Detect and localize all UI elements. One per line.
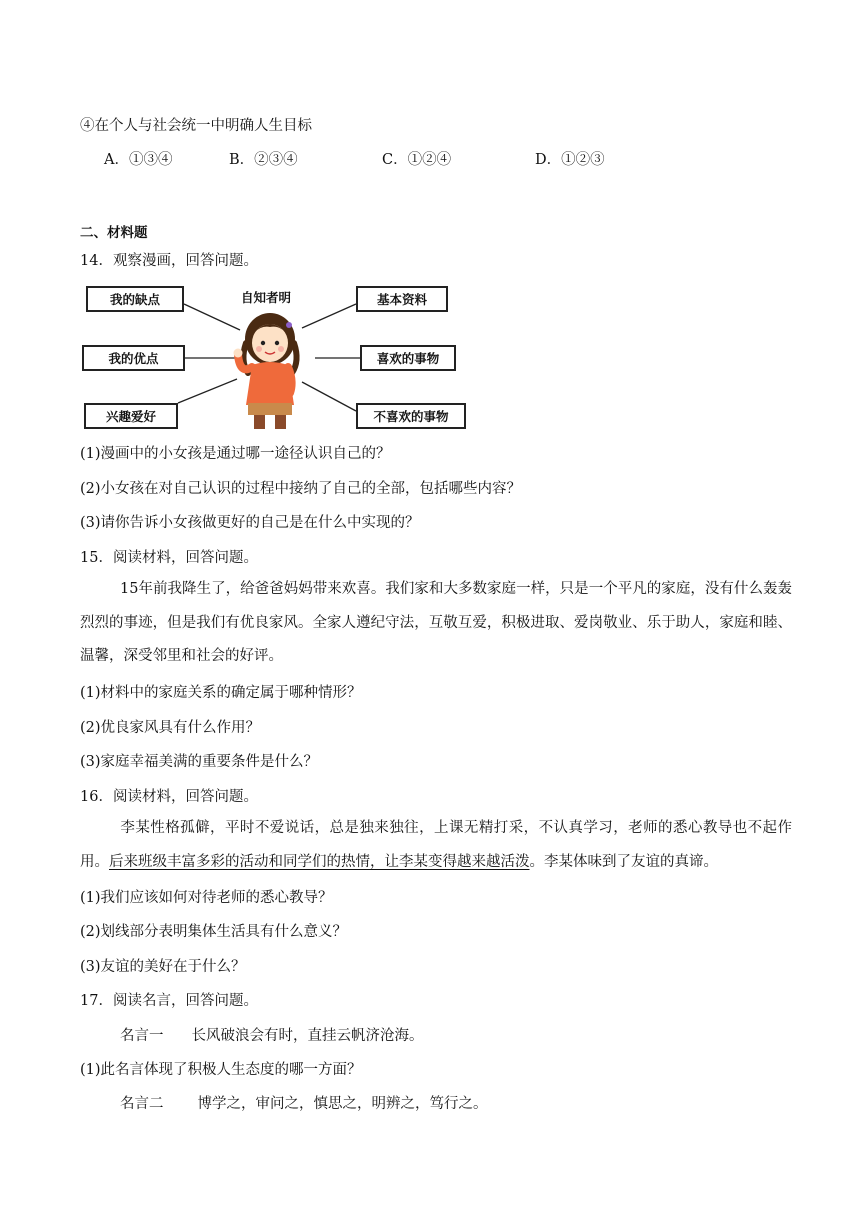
q16-material [80,812,792,879]
q17-stem: 17．阅读名言，回答问题。 [80,993,258,1009]
q15-material-text: 15年前我降生了，给爸爸妈妈带来欢喜。我们家和大多数家庭一样，只是一个平凡的家庭，没有什么轰轰烈烈的事迹，但是我们有优良家风。全家人遵纪守法，互敬互爱，积极进取、爱岗敬业、乐于助人，家庭和睦、温馨，深受邻里和社会的好评。 [80,581,792,664]
q17-quote1 [120,1024,424,1045]
figure-title: 自知者明 [241,290,292,305]
q16-question-2: (2)划线部分表明集体生活具有什么意义？ [80,924,348,940]
q14-question-2: (2)小女孩在对自己认识的过程中接纳了自己的全部，包括哪些内容？ [80,481,522,497]
q15-material [80,573,792,674]
q15-stem: 15．阅读材料，回答问题。 [80,550,258,566]
q16-stem: 16．阅读材料，回答问题。 [80,789,258,805]
q15-question-2: (2)优良家风具有什么作用？ [80,720,261,736]
option-d[interactable]: D．①②③ [535,152,605,168]
section-title: 二、材料题 [80,225,148,241]
q15-question-3: (3)家庭幸福美满的重要条件是什么？ [80,754,319,770]
q14-stem: 14．观察漫画，回答问题。 [80,253,258,269]
box-basic-info: 基本资料 [356,286,448,312]
q14-question-3: (3)请你告诉小女孩做更好的自己是在什么中实现的？ [80,515,420,531]
q16-material-end: 。李某体味到了友谊的真谛。 [529,853,718,870]
box-my-shortcomings: 我的缺点 [86,286,184,312]
q15-question-1: (1)材料中的家庭关系的确定属于哪种情形？ [80,685,362,701]
box-dislikes: 不喜欢的事物 [356,403,466,429]
q16-question-1: (1)我们应该如何对待老师的悉心教导？ [80,890,333,906]
q17-question-1: (1)此名言体现了积极人生态度的哪一方面？ [80,1062,362,1078]
option-a[interactable]: A．①③④ [104,152,173,168]
q14-question-1: (1)漫画中的小女孩是通过哪一途径认识自己的？ [80,446,391,462]
q16-underlined-text: 后来班级丰富多彩的活动和同学们的热情，让李某变得越来越活泼 [109,853,530,870]
option-c[interactable]: C．①②④ [382,152,452,168]
box-my-strengths: 我的优点 [82,345,185,371]
box-hobbies: 兴趣爱好 [84,403,178,429]
box-likes: 喜欢的事物 [360,345,456,371]
self-knowledge-figure [80,283,480,433]
q13-options [104,148,664,168]
q16-material-text: 李某性格孤僻，平时不爱说话，总是独来独往，上课无精打采，不认真学习，老师的悉心教导也不起作用。 [80,820,792,870]
q13-item4: ④在个人与社会统一中明确人生目标 [80,118,312,134]
quote2-text: 博学之，审问之，慎思之，明辨之，笃行之。 [197,1096,488,1112]
q17-quote2 [120,1092,488,1113]
quote2-label: 名言二 [120,1096,164,1112]
option-b[interactable]: B．②③④ [229,152,298,168]
q16-question-3: (3)友谊的美好在于什么？ [80,959,246,975]
girl-illustration [234,313,297,429]
quote1-text: 长风破浪会有时，直挂云帆济沧海。 [191,1028,424,1044]
quote1-label: 名言一 [120,1028,164,1044]
